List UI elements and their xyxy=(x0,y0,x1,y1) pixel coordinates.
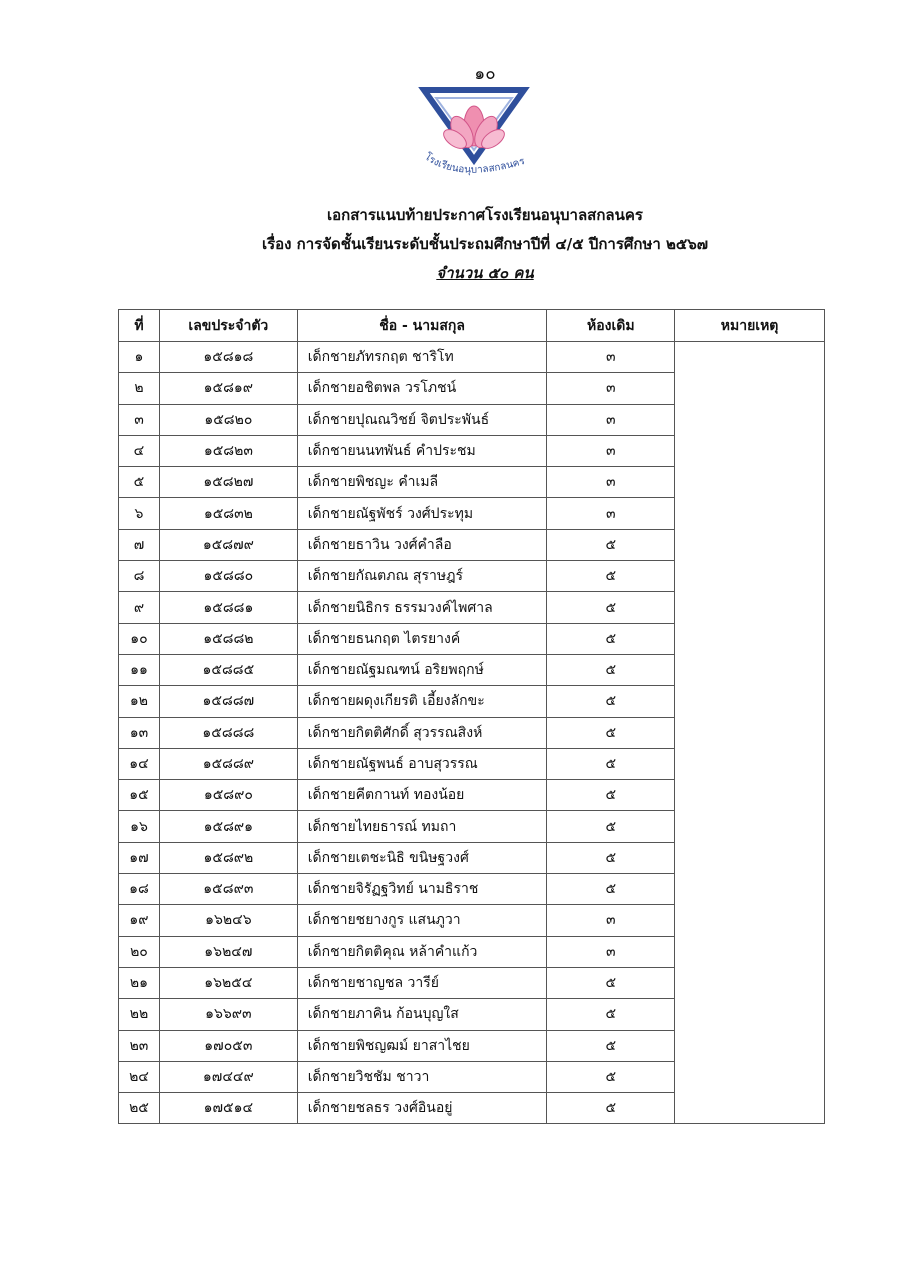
cell-original-room: ๓ xyxy=(547,905,675,936)
cell-name: เด็กชายพิชญะ คำเมลี xyxy=(297,467,547,498)
cell-number: ๑๒ xyxy=(119,686,160,717)
cell-name: เด็กชายภัทรกฤต ชาริโท xyxy=(297,342,547,373)
cell-student-id: ๑๕๘๙๐ xyxy=(159,780,297,811)
cell-original-room: ๕ xyxy=(547,748,675,779)
cell-name: เด็กชายณัฐพนธ์ อาบสุวรรณ xyxy=(297,748,547,779)
cell-number: ๑๖ xyxy=(119,811,160,842)
cell-number: ๒๐ xyxy=(119,936,160,967)
cell-name: เด็กชายกัณตภณ สุราษฎร์ xyxy=(297,561,547,592)
cell-number: ๑ xyxy=(119,342,160,373)
cell-original-room: ๕ xyxy=(547,1030,675,1061)
cell-student-id: ๑๖๒๕๔ xyxy=(159,967,297,998)
cell-student-id: ๑๕๘๘๗ xyxy=(159,686,297,717)
cell-name: เด็กชายเตชะนิธิ ขนิษฐวงศ์ xyxy=(297,842,547,873)
cell-name: เด็กชายจิรัฏฐวิทย์ นามธิราช xyxy=(297,874,547,905)
cell-name: เด็กชายคีตกานท์ ทองน้อย xyxy=(297,780,547,811)
cell-number: ๑๐ xyxy=(119,623,160,654)
cell-original-room: ๕ xyxy=(547,842,675,873)
header-number: ที่ xyxy=(119,310,160,342)
cell-name: เด็กชายธาวิน วงศ์คำลือ xyxy=(297,529,547,560)
cell-name: เด็กชายนนทพันธ์ คำประชม xyxy=(297,435,547,466)
cell-original-room: ๕ xyxy=(547,811,675,842)
cell-student-id: ๑๕๘๒๐ xyxy=(159,404,297,435)
cell-student-id: ๑๖๒๔๗ xyxy=(159,936,297,967)
cell-number: ๒ xyxy=(119,373,160,404)
cell-student-id: ๑๕๘๗๙ xyxy=(159,529,297,560)
cell-number: ๒๓ xyxy=(119,1030,160,1061)
cell-student-id: ๑๕๘๙๒ xyxy=(159,842,297,873)
document-subject: เรื่อง การจัดชั้นเรียนระดับชั้นประถมศึกษาปีที่ ๔/๕ ปีการศึกษา ๒๕๖๗ xyxy=(261,235,709,253)
cell-student-id: ๑๕๘๓๒ xyxy=(159,498,297,529)
cell-number: ๗ xyxy=(119,529,160,560)
cell-student-id: ๑๗๕๑๔ xyxy=(159,1093,297,1124)
cell-student-id: ๑๕๘๘๕ xyxy=(159,654,297,685)
cell-name: เด็กชายณัฐพัชร์ วงศ์ประทุม xyxy=(297,498,547,529)
cell-number: ๑๙ xyxy=(119,905,160,936)
header-remarks: หมายเหตุ xyxy=(675,310,825,342)
header-student-id: เลขประจำตัว xyxy=(159,310,297,342)
cell-number: ๕ xyxy=(119,467,160,498)
cell-student-id: ๑๖๒๔๖ xyxy=(159,905,297,936)
cell-name: เด็กชายชาญชล วารีย์ xyxy=(297,967,547,998)
cell-original-room: ๓ xyxy=(547,467,675,498)
cell-original-room: ๓ xyxy=(547,498,675,529)
cell-original-room: ๕ xyxy=(547,780,675,811)
cell-name: เด็กชายกิตติศักดิ์ สุวรรณสิงห์ xyxy=(297,717,547,748)
cell-name: เด็กชายปุณณวิชย์ จิตประพันธ์ xyxy=(297,404,547,435)
cell-number: ๙ xyxy=(119,592,160,623)
cell-student-id: ๑๕๘๘๘ xyxy=(159,717,297,748)
cell-student-id: ๑๕๘๑๘ xyxy=(159,342,297,373)
cell-original-room: ๓ xyxy=(547,404,675,435)
cell-name: เด็กชายพิชญฒม์ ยาสาไชย xyxy=(297,1030,547,1061)
student-count: จำนวน ๕๐ คน xyxy=(436,264,534,282)
cell-student-id: ๑๕๘๑๙ xyxy=(159,373,297,404)
cell-original-room: ๕ xyxy=(547,686,675,717)
cell-original-room: ๕ xyxy=(547,717,675,748)
cell-original-room: ๕ xyxy=(547,561,675,592)
page-number: ๑๐ xyxy=(474,64,496,84)
cell-original-room: ๓ xyxy=(547,373,675,404)
cell-student-id: ๑๕๘๒๗ xyxy=(159,467,297,498)
cell-name: เด็กชายวิชชัม ชาวา xyxy=(297,1061,547,1092)
cell-original-room: ๕ xyxy=(547,1061,675,1092)
cell-name: เด็กชายณัฐมณฑน์ อริยพฤกษ์ xyxy=(297,654,547,685)
header-name: ชื่อ - นามสกุล xyxy=(297,310,547,342)
table-row xyxy=(119,342,825,373)
cell-number: ๒๑ xyxy=(119,967,160,998)
cell-name: เด็กชายนิธิกร ธรรมวงค์ไพศาล xyxy=(297,592,547,623)
cell-number: ๔ xyxy=(119,435,160,466)
document-title: เอกสารแนบท้ายประกาศโรงเรียนอนุบาลสกลนคร xyxy=(327,206,643,224)
school-logo-emblem xyxy=(418,84,530,184)
student-roster-table xyxy=(118,309,825,1124)
cell-original-room: ๓ xyxy=(547,435,675,466)
cell-number: ๒๕ xyxy=(119,1093,160,1124)
cell-original-room: ๕ xyxy=(547,999,675,1030)
cell-name: เด็กชายภาคิน ก้อนบุญใส xyxy=(297,999,547,1030)
cell-student-id: ๑๕๘๘๒ xyxy=(159,623,297,654)
cell-student-id: ๑๕๘๘๑ xyxy=(159,592,297,623)
cell-number: ๓ xyxy=(119,404,160,435)
cell-original-room: ๕ xyxy=(547,623,675,654)
cell-name: เด็กชายผดุงเกียรติ เอี้ยงลักขะ xyxy=(297,686,547,717)
cell-name: เด็กชายชยางกูร แสนภูวา xyxy=(297,905,547,936)
cell-student-id: ๑๕๘๙๑ xyxy=(159,811,297,842)
logo-school-name: โรงเรียนอนุบาลสกลนคร xyxy=(422,151,527,176)
cell-name: เด็กชายธนกฤต ไตรยางค์ xyxy=(297,623,547,654)
cell-original-room: ๓ xyxy=(547,342,675,373)
cell-number: ๑๑ xyxy=(119,654,160,685)
cell-student-id: ๑๕๘๒๓ xyxy=(159,435,297,466)
cell-name: เด็กชายอชิตพล วรโภชน์ xyxy=(297,373,547,404)
cell-number: ๑๓ xyxy=(119,717,160,748)
cell-number: ๑๕ xyxy=(119,780,160,811)
cell-student-id: ๑๕๘๙๓ xyxy=(159,874,297,905)
cell-name: เด็กชายกิตติคุณ หล้าคำแก้ว xyxy=(297,936,547,967)
cell-student-id: ๑๕๘๘๐ xyxy=(159,561,297,592)
cell-student-id: ๑๖๖๙๓ xyxy=(159,999,297,1030)
cell-number: ๘ xyxy=(119,561,160,592)
cell-number: ๑๗ xyxy=(119,842,160,873)
cell-student-id: ๑๕๘๘๙ xyxy=(159,748,297,779)
cell-original-room: ๕ xyxy=(547,874,675,905)
cell-name: เด็กชายไทยธารณ์ ทมถา xyxy=(297,811,547,842)
cell-original-room: ๕ xyxy=(547,967,675,998)
header-original-room: ห้องเดิม xyxy=(547,310,675,342)
cell-student-id: ๑๗๔๔๙ xyxy=(159,1061,297,1092)
cell-remarks xyxy=(675,342,825,1124)
cell-original-room: ๕ xyxy=(547,592,675,623)
cell-original-room: ๓ xyxy=(547,936,675,967)
cell-name: เด็กชายชลธร วงศ์อินอยู่ xyxy=(297,1093,547,1124)
cell-student-id: ๑๗๐๕๓ xyxy=(159,1030,297,1061)
table-body xyxy=(119,342,825,1124)
cell-number: ๑๘ xyxy=(119,874,160,905)
cell-number: ๑๔ xyxy=(119,748,160,779)
cell-original-room: ๕ xyxy=(547,654,675,685)
cell-number: ๒๒ xyxy=(119,999,160,1030)
cell-number: ๒๔ xyxy=(119,1061,160,1092)
table-header-row xyxy=(119,310,825,342)
cell-number: ๖ xyxy=(119,498,160,529)
cell-original-room: ๕ xyxy=(547,529,675,560)
cell-original-room: ๕ xyxy=(547,1093,675,1124)
